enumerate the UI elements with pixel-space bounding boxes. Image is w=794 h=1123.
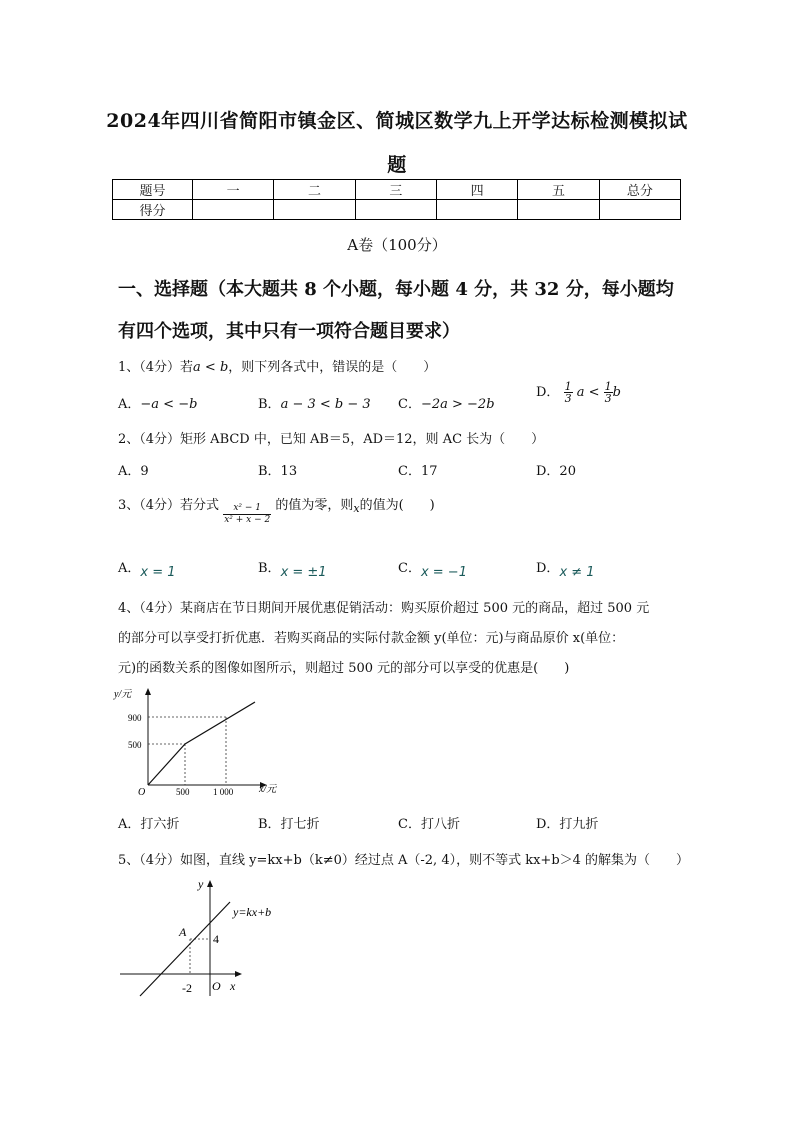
question-1-option-a[interactable] [118, 393, 197, 412]
question-4-option-b[interactable]: B．打七折 [258, 817, 320, 832]
part1-heading-line2: 有四个选项，其中只有一项符合题目要求） [118, 321, 460, 342]
question-4-stem-line1: 4、（4分）某商店在节日期间开展优惠促销活动：购买原价超过 500 元的商品，超过 500 元 [118, 601, 650, 616]
question-1-stem [118, 356, 436, 375]
question-1-stem-post: ，则下列各式中，错误的是（ ） [228, 360, 437, 375]
x-axis-label: x/元 [259, 784, 277, 795]
score-header-cell: 二 [274, 180, 355, 200]
fraction-numerator: 1 [564, 380, 572, 393]
option-math: x = ±1 [280, 565, 327, 580]
option-math: −a < −b [140, 397, 198, 412]
question-4-option-c[interactable]: C．打八折 [398, 817, 460, 832]
question-3-option-a[interactable] [118, 557, 176, 580]
score-header-cell: 三 [355, 180, 436, 200]
question-3-stem-var: x [353, 502, 360, 515]
option-letter: B． [258, 397, 281, 412]
fraction-one-third [604, 381, 613, 404]
part1-heading-line1: 一、选择题（本大题共 8 个小题，每小题 4 分，共 32 分，每小题均 [118, 279, 674, 300]
score-row-label: 得分 [113, 200, 193, 220]
section-a-heading: A卷（100分） [347, 236, 447, 254]
question-3-option-c[interactable] [398, 557, 467, 580]
fraction-denominator: x² + x − 2 [224, 515, 271, 525]
document-title-line1: 2024年四川省简阳市镇金区、简城区数学九上开学达标检测模拟试 [106, 110, 688, 132]
score-cell[interactable] [518, 200, 599, 220]
question-3-fraction [223, 503, 271, 526]
option-letter: C． [398, 561, 421, 576]
y-value-4: 4 [213, 932, 219, 946]
option-letter: B． [258, 561, 281, 576]
option-letter: D． [536, 385, 560, 400]
option-math: a − 3 < b − 3 [280, 397, 371, 412]
fraction-numerator: 1 [604, 380, 612, 393]
question-1-option-c[interactable] [398, 393, 495, 412]
score-cell[interactable] [355, 200, 436, 220]
option-letter: A． [118, 561, 141, 576]
score-header-cell: 总分 [599, 180, 680, 200]
score-cell[interactable] [274, 200, 355, 220]
y-axis-label: y [198, 877, 204, 891]
question-2-option-d[interactable]: D．20 [536, 464, 576, 479]
x-value-minus-2: -2 [182, 981, 192, 995]
question-3-option-b[interactable] [258, 557, 327, 580]
x-tick-1000: 1 000 [213, 787, 234, 797]
document-title-line2: 题 [387, 154, 407, 176]
question-3-option-d[interactable] [536, 557, 595, 580]
question-5-graph [112, 872, 292, 1000]
option-math: −2a > −2b [420, 397, 495, 412]
question-1-stem-pre: 1、（4分）若 [118, 360, 194, 375]
x-axis-arrow-icon [235, 971, 242, 977]
option-math: x ≠ 1 [559, 565, 595, 580]
y-tick-500: 500 [128, 740, 142, 750]
question-4-option-a[interactable]: A．打六折 [118, 817, 180, 832]
y-tick-900: 900 [128, 713, 142, 723]
fraction-one-third [564, 381, 573, 404]
question-3-stem-mid: 的值为零，则 [275, 498, 354, 513]
y-axis-arrow-icon [207, 880, 213, 887]
score-header-cell: 五 [518, 180, 599, 200]
y-axis-label: y/元 [114, 689, 132, 700]
origin-label: O [212, 979, 221, 993]
score-table [112, 179, 681, 220]
question-3-stem-pre: 3、（4分）若分式 [118, 498, 220, 513]
x-tick-500: 500 [176, 787, 190, 797]
question-1-option-d[interactable] [536, 381, 621, 404]
score-cell[interactable] [436, 200, 517, 220]
question-4-graph [112, 685, 292, 800]
fraction-numerator: x² − 1 [223, 503, 271, 515]
question-4-stem-line2: 的部分可以享受打折优惠．若购买商品的实际付款金额 y(单位：元)与商品原价 x(单位： [118, 631, 625, 646]
score-table-score-row [113, 200, 681, 220]
score-header-cell: 一 [193, 180, 274, 200]
option-letter: A． [118, 397, 141, 412]
option-letter: D． [536, 561, 560, 576]
option-math: b [612, 385, 621, 400]
question-2-option-b[interactable]: B．13 [258, 464, 298, 479]
question-2-option-c[interactable]: C．17 [398, 464, 438, 479]
origin-label: O [138, 787, 146, 798]
question-2-stem: 2、（4分）矩形 ABCD 中，已知 AB＝5，AD＝12，则 AC 长为（ ） [118, 432, 545, 447]
point-a-label: A [179, 925, 187, 939]
option-letter: C． [398, 397, 421, 412]
option-math: x = 1 [140, 565, 176, 580]
question-5-stem: 5、（4分）如图，直线 y=kx+b（k≠0）经过点 A（-2, 4），则不等式 kx+b＞4 的解集为（ ） [118, 853, 690, 868]
question-1-stem-math: a < b [193, 360, 229, 375]
function-line [148, 702, 255, 785]
score-table-header-row [113, 180, 681, 200]
score-header-cell: 四 [436, 180, 517, 200]
score-cell[interactable] [193, 200, 274, 220]
fraction-denominator: 3 [604, 392, 612, 405]
question-4-stem-line3: 元)的函数关系的图像如图所示，则超过 500 元的部分可以享受的优惠是( ) [118, 661, 570, 676]
x-axis-label: x [230, 979, 236, 993]
line-label: y=kx+b [233, 905, 272, 919]
question-4-option-d[interactable]: D．打九折 [536, 817, 599, 832]
question-3-stem [118, 494, 435, 525]
score-header-cell: 题号 [113, 180, 193, 200]
score-cell[interactable] [599, 200, 680, 220]
fraction-denominator: 3 [564, 392, 572, 405]
y-axis-arrow-icon [145, 688, 151, 695]
option-math: a < [576, 385, 600, 400]
question-3-stem-post: 的值为( ) [359, 498, 435, 513]
question-2-option-a[interactable]: A．9 [118, 464, 149, 479]
option-math: x = −1 [420, 565, 467, 580]
question-1-option-b[interactable] [258, 393, 371, 412]
